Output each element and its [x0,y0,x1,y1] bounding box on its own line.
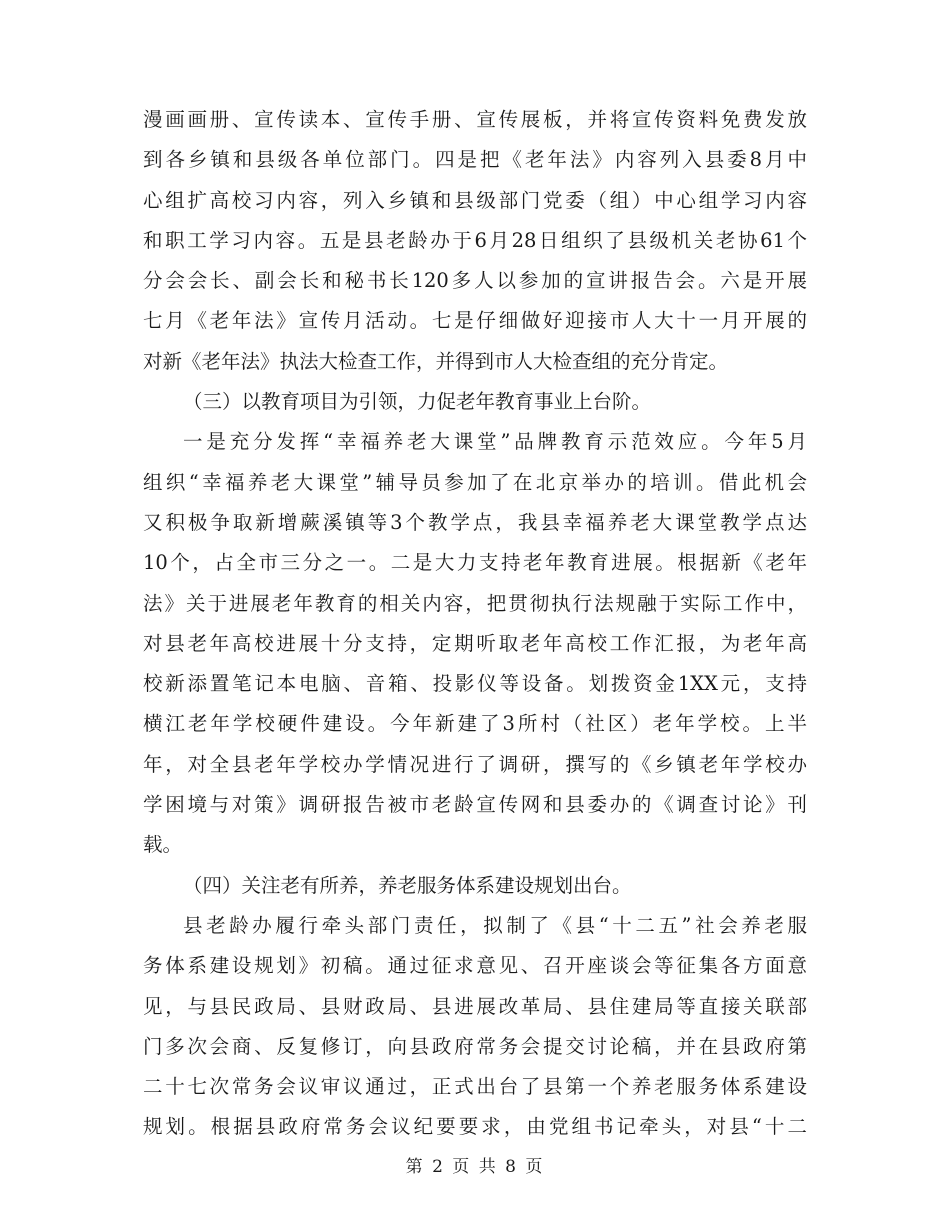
body-text [143,100,807,1148]
text-line: 年，对全县老年学校办学情况进行了调研，撰写的《乡镇老年学校办 [143,752,807,776]
text-line: 见，与县民政局、县财政局、县进展改革局、县住建局等直接关联部 [143,994,807,1018]
text-line: 法》关于进展老年教育的相关内容，把贯彻执行法规融于实际工作中， [143,591,807,615]
text-line: 规划。根据县政府常务会议纪要要求，由党组书记牵头，对县“十二 [143,1115,807,1139]
text-line: 务体系建设规划》初稿。通过征求意见、召开座谈会等征集各方面意 [143,954,807,978]
section-heading: （三）以教育项目为引领，力促老年教育事业上台阶。 [183,390,652,414]
text-line: 心组扩高校习内容，列入乡镇和县级部门党委（组）中心组学习内容 [143,188,807,212]
section-heading: （四）关注老有所养，养老服务体系建设规划出台。 [183,873,632,897]
text-line: 七月《老年法》宣传月活动。七是仔细做好迎接市人大十一月开展的 [143,309,807,333]
text-line: 到各乡镇和县级各单位部门。四是把《老年法》内容列入县委8月中 [143,148,807,172]
text-line: 门多次会商、反复修订，向县政府常务会提交讨论稿，并在县政府第 [143,1034,807,1058]
text-line: 漫画画册、宣传读本、宣传手册、宣传展板，并将宣传资料免费发放 [143,108,807,131]
text-line: 校新添置笔记本电脑、音箱、投影仪等设备。划拨资金1XX元，支持 [143,672,807,696]
text-line: 和职工学习内容。五是县老龄办于6月28日组织了县级机关老协61个 [143,228,807,252]
text-line: 分会会长、副会长和秘书长120多人以参加的宣讲报告会。六是开展 [143,269,807,293]
page-number-footer: 第 2 页 共 8 页 [405,1157,545,1177]
text-line: 载。 [143,833,183,857]
text-line: 10个，占全市三分之一。二是大力支持老年教育进展。根据新《老年 [143,551,807,575]
text-line: 组织“幸福养老大课堂”辅导员参加了在北京举办的培训。借此机会 [143,470,807,494]
text-line: 学困境与对策》调研报告被市老龄宣传网和县委办的《调查讨论》刊 [143,793,807,817]
text-line: 县老龄办履行牵头部门责任，拟制了《县“十二五”社会养老服 [183,913,807,937]
text-line: 又积极争取新增蕨溪镇等3个教学点，我县幸福养老大课堂教学点达 [143,510,807,534]
text-line: 二十七次常务会议审议通过，正式出台了县第一个养老服务体系建设 [143,1075,807,1099]
text-line: 对县老年高校进展十分支持，定期听取老年高校工作汇报，为老年高 [143,631,807,655]
text-line: 一是充分发挥“幸福养老大课堂”品牌教育示范效应。今年5月 [183,430,807,454]
text-line: 对新《老年法》执法大检查工作，并得到市人大检查组的充分肯定。 [143,349,729,373]
text-line: 横江老年学校硬件建设。今年新建了3所村（社区）老年学校。上半 [143,712,807,736]
